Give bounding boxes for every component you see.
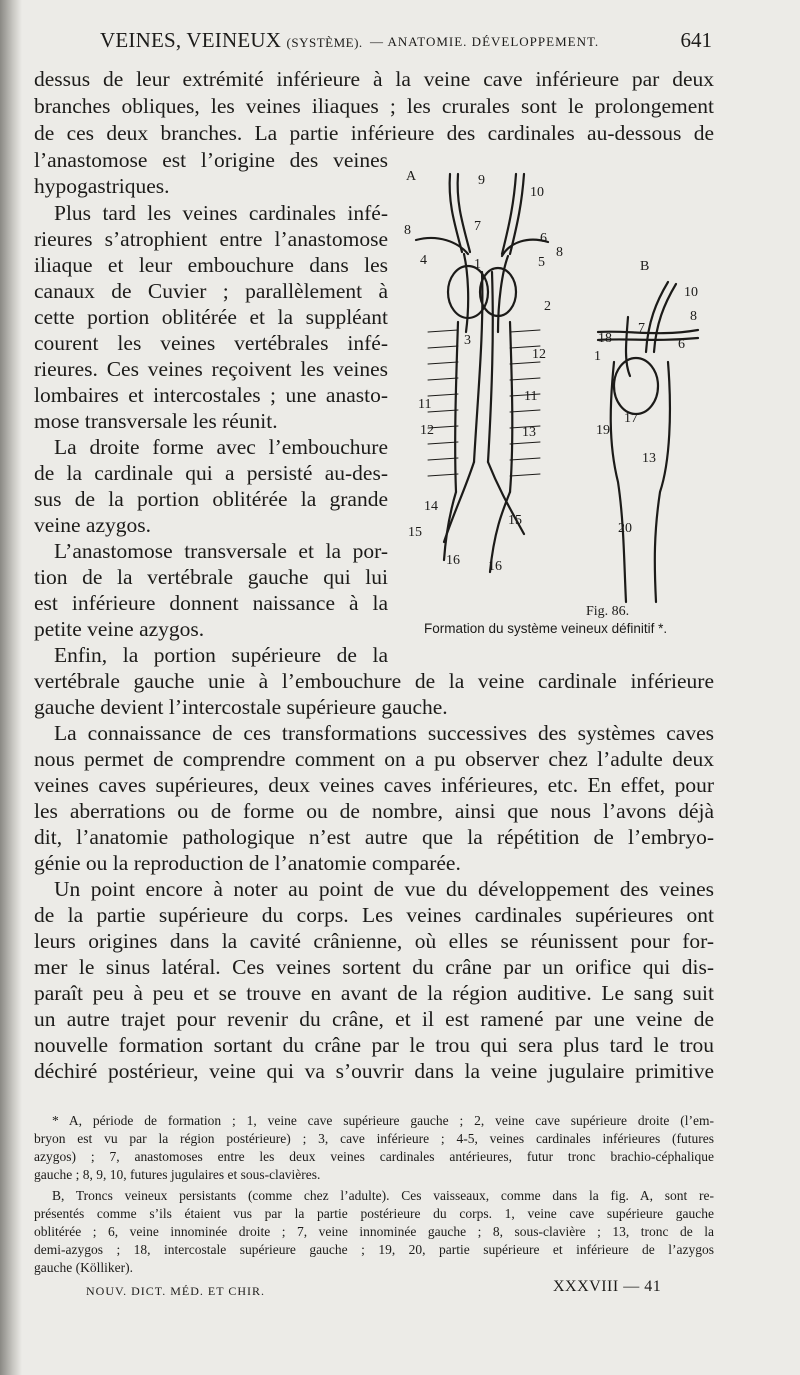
body-line: de la partie supérieure du corps. Les veines cardinales supérieures ont — [34, 903, 714, 927]
header-title-main: VEINES, VEINEUX — [100, 28, 282, 52]
body-line: gauche devient l’intercostale supérieure gauche. — [34, 695, 448, 719]
figure-label-b: 20 — [618, 521, 632, 536]
body-line: veine azygos. — [34, 513, 152, 537]
footnote-line: présentés comme s’ils étaient vus par la partie postérieure du corps. 1, veine cave supérieure gauche — [34, 1206, 714, 1221]
figure-caption: Formation du système veineux définitif *. — [424, 621, 668, 636]
running-header — [100, 28, 712, 60]
figure-label-a: 5 — [538, 255, 545, 270]
figure-label-a: 6 — [540, 231, 547, 246]
figure-label-a: 11 — [418, 397, 432, 412]
body-line: petite veine azygos. — [34, 617, 205, 641]
body-line: est inférieure donnent naissance à la — [34, 591, 388, 615]
panel-b-diagram — [598, 282, 698, 602]
body-line: de ces deux branches. La partie inférieure des cardinales au-dessous de — [34, 121, 714, 145]
footnote-line: oblitérée ; 6, veine innominée droite ; 7, veine innominée gauche ; 8, sous-clavière ; 13, tronc de la — [34, 1224, 714, 1239]
body-line: sus de la portion oblitérée la grande — [34, 487, 388, 511]
page-gutter-shadow — [0, 0, 22, 1375]
figure-label-b: 7 — [638, 321, 645, 336]
body-line: paraît peu à peu et se trouve en avant de la région auditive. Le sang suit — [34, 981, 714, 1005]
header-title-small: (SYSTÈME). — [286, 35, 363, 50]
figure-title: Fig. 86. — [586, 604, 630, 619]
body-line: La droite forme avec l’embouchure — [54, 435, 388, 459]
body-line: nouvelle formation sortant du crâne par le trou qui sera plus tard le trou — [34, 1033, 714, 1057]
body-line: La connaissance de ces transformations successives des systèmes caves — [54, 721, 714, 745]
figure-label-a: 12 — [532, 347, 546, 362]
panel-a-letter: A — [406, 169, 417, 184]
figure-label-b: 8 — [690, 309, 697, 324]
figure-label-a: 15 — [408, 525, 422, 540]
panel-b-letter: B — [640, 259, 650, 274]
body-line: cette portion oblitérée et la suppléant — [34, 305, 388, 329]
venous-system-figure — [398, 162, 714, 607]
body-line: mose transversale les réunit. — [34, 409, 278, 433]
footer-signature: XXXVIII — 41 — [553, 1278, 662, 1295]
figure-label-b: 18 — [598, 331, 612, 346]
figure-label-a: 16 — [488, 559, 502, 574]
figure-label-a: 15 — [508, 513, 522, 528]
body-line: rieures s’atrophient entre l’anastomose — [34, 227, 388, 251]
figure-label-a: 8 — [404, 223, 411, 238]
header-title — [100, 28, 363, 53]
figure-label-a: 14 — [424, 499, 438, 514]
body-line: hypogastriques. — [34, 174, 170, 198]
figure-label-a: 7 — [474, 219, 481, 234]
footnote-line: B, Troncs veineux persistants (comme chez l’adulte). Ces vaisseaux, comme dans la fig. A, sont re- — [52, 1188, 714, 1203]
body-line: mer le sinus latéral. Ces veines sortent du crâne par un orifice qui dis- — [34, 955, 714, 979]
figure-label-a: 2 — [544, 299, 551, 314]
figure-label-a: 8 — [556, 245, 563, 260]
body-line: rieures. Ces veines reçoivent les veines — [34, 357, 388, 381]
figure-label-b: 13 — [642, 451, 656, 466]
body-line: canaux de Cuvier ; parallèlement à — [34, 279, 388, 303]
body-line: branches obliques, les veines iliaques ; les crurales sont le prolongement — [34, 94, 714, 118]
body-line: un autre trajet pour revenir du crâne, et il est ramené par une veine de — [34, 1007, 714, 1031]
body-line: dit, l’anatomie pathologique n’est autre que la répétition de l’embryo- — [34, 825, 714, 849]
body-line: iliaque et leur embouchure dans les — [34, 253, 388, 277]
body-line: génie ou la reproduction de l’anatomie comparée. — [34, 851, 461, 875]
page-number: 641 — [680, 28, 712, 52]
figure-label-b: 10 — [684, 285, 698, 300]
footnote-line: gauche (Kölliker). — [34, 1260, 133, 1275]
figure-label-b: 19 — [596, 423, 610, 438]
figure-label-a: 3 — [464, 333, 471, 348]
body-line: veines caves supérieures, deux veines caves inférieures, etc. En effet, pour — [34, 773, 714, 797]
body-line: les aberrations ou de forme ou de nombre, ainsi que nous l’avons déjà — [34, 799, 714, 823]
footnote-line: * A, période de formation ; 1, veine cave supérieure gauche ; 2, veine cave supérieure droite (l’em- — [52, 1113, 714, 1128]
figure-label-a: 9 — [478, 173, 485, 188]
body-line: Plus tard les veines cardinales infé- — [54, 201, 388, 225]
figure-label-b: 17 — [624, 411, 638, 426]
body-line: L’anastomose transversale et la por- — [54, 539, 388, 563]
body-line: lombaires et intercostales ; une anasto- — [34, 383, 388, 407]
body-line: leurs origines dans la cavité crânienne, où elles se réunissent pour for- — [34, 929, 714, 953]
figure-label-b: 6 — [678, 337, 685, 352]
figure-label-a: 11 — [524, 389, 538, 404]
body-line: Un point encore à noter au point de vue du développement des veines — [54, 877, 714, 901]
figure-label-b: 1 — [594, 349, 601, 364]
body-line: déchiré postérieur, veine qui va s’ouvrir dans la veine jugulaire primitive — [34, 1059, 714, 1083]
footnote-line: azygos) ; 7, anastomoses entre les deux veines cardinales antérieures, futur tronc brachio-céphalique — [34, 1149, 714, 1164]
figure-label-a: 16 — [446, 553, 460, 568]
body-line: vertébrale gauche unie à l’embouchure de la veine cardinale inférieure — [34, 669, 714, 693]
figure-label-a: 10 — [530, 185, 544, 200]
figure-label-a: 12 — [420, 423, 434, 438]
body-line: de la cardinale qui a persisté au-des- — [34, 461, 388, 485]
body-line: dessus de leur extrémité inférieure à la veine cave inférieure par deux — [34, 67, 714, 91]
body-line: l’anastomose est l’origine des veines — [34, 148, 388, 172]
footnote-line: bryon est vu par la région postérieure) ; 3, cave inférieure ; 4-5, veines cardinales inférieures (futures — [34, 1131, 714, 1146]
footnote-line: gauche ; 8, 9, 10, futures jugulaires et sous-clavières. — [34, 1167, 321, 1182]
body-line: tion de la vertébrale gauche qui lui — [34, 565, 388, 589]
body-line: Enfin, la portion supérieure de la — [54, 643, 388, 667]
header-section: — ANATOMIE. DÉVELOPPEMENT. — [370, 34, 600, 49]
body-line: nous permet de comprendre comment on a pu observer chez l’adulte deux — [34, 747, 714, 771]
footnote-line: demi-azygos ; 18, intercostale supérieure gauche ; 19, 20, partie supérieure et inférieure de l’azygos — [34, 1242, 714, 1257]
footer-publication: NOUV. DICT. MÉD. ET CHIR. — [86, 1284, 266, 1298]
body-line: courent les veines vertébrales infé- — [34, 331, 388, 355]
figure-label-a: 13 — [522, 425, 536, 440]
figure-label-a: 1 — [474, 257, 481, 272]
figure-label-a: 4 — [420, 253, 427, 268]
